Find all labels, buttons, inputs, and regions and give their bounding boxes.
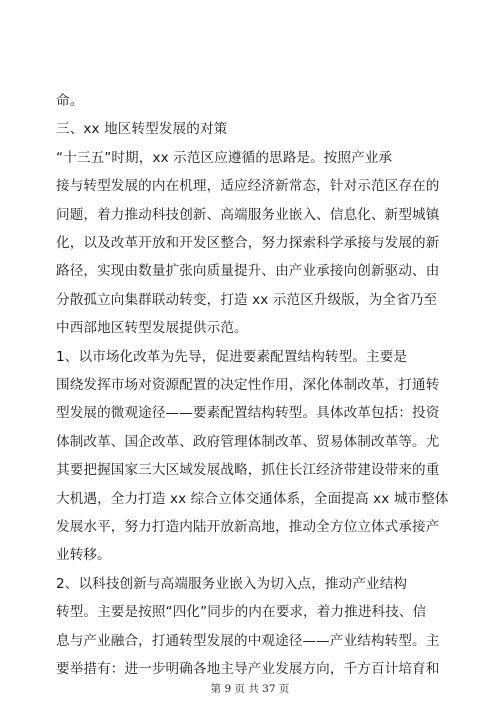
text-line: 体制改革、国企改革、政府管理体制改革、贸易体制改革等。尤	[56, 434, 440, 450]
text-line: 接与转型发展的内在机理，适应经济新常态，针对示范区存在的	[56, 178, 440, 194]
text-line: 发展水平，努力打造内陆开放新高地，推动全方位立体式承接产	[56, 519, 440, 535]
text-line: 息与产业融合，打通转型发展的中观途径——产业结构转型。主	[56, 633, 440, 649]
text-line: 围绕发挥市场对资源配置的决定性作用，深化体制改革，打通转	[56, 377, 440, 393]
text-line: 命。	[56, 93, 84, 109]
text-line: 分散孤立向集群联动转变，打造 xx 示范区升级版，为全省乃至	[56, 292, 438, 308]
page-footer: 第 9 页 共 37 页	[210, 683, 290, 695]
text-line: 其要把握国家三大区域发展战略，抓住长江经济带建设带来的重	[56, 462, 440, 478]
text-line: 中西部地区转型发展提供示范。	[56, 320, 248, 336]
text-line: 业转移。	[56, 547, 111, 563]
text-line: “十三五”时期，xx 示范区应遵循的思路是。按照产业承	[56, 150, 393, 166]
text-line: 2、以科技创新与高端服务业嵌入为切入点，推动产业结构	[56, 576, 408, 592]
text-line: 大机遇，全力打造 xx 综合立体交通体系，全面提高 xx 城市整体	[56, 491, 449, 507]
section-heading: 三、xx 地区转型发展的对策	[56, 121, 228, 137]
text-line: 化，以及改革开放和开发区整合，努力探索科学承接与发展的新	[56, 235, 440, 251]
text-line: 问题，着力推动科技创新、高端服务业嵌入、信息化、新型城镇	[56, 207, 440, 223]
text-line: 路径，实现由数量扩张向质量提升、由产业承接向创新驱动、由	[56, 263, 440, 279]
text-line: 1、以市场化改革为先导，促进要素配置结构转型。主要是	[56, 349, 408, 365]
text-line: 型发展的微观途径——要素配置结构转型。具体改革包括：投资	[56, 405, 440, 421]
text-line: 转型。主要是按照“四化”同步的内在要求，着力推进科技、信	[56, 604, 427, 620]
text-line: 要举措有：进一步明确各地主导产业发展方向，千方百计培育和	[56, 661, 440, 677]
